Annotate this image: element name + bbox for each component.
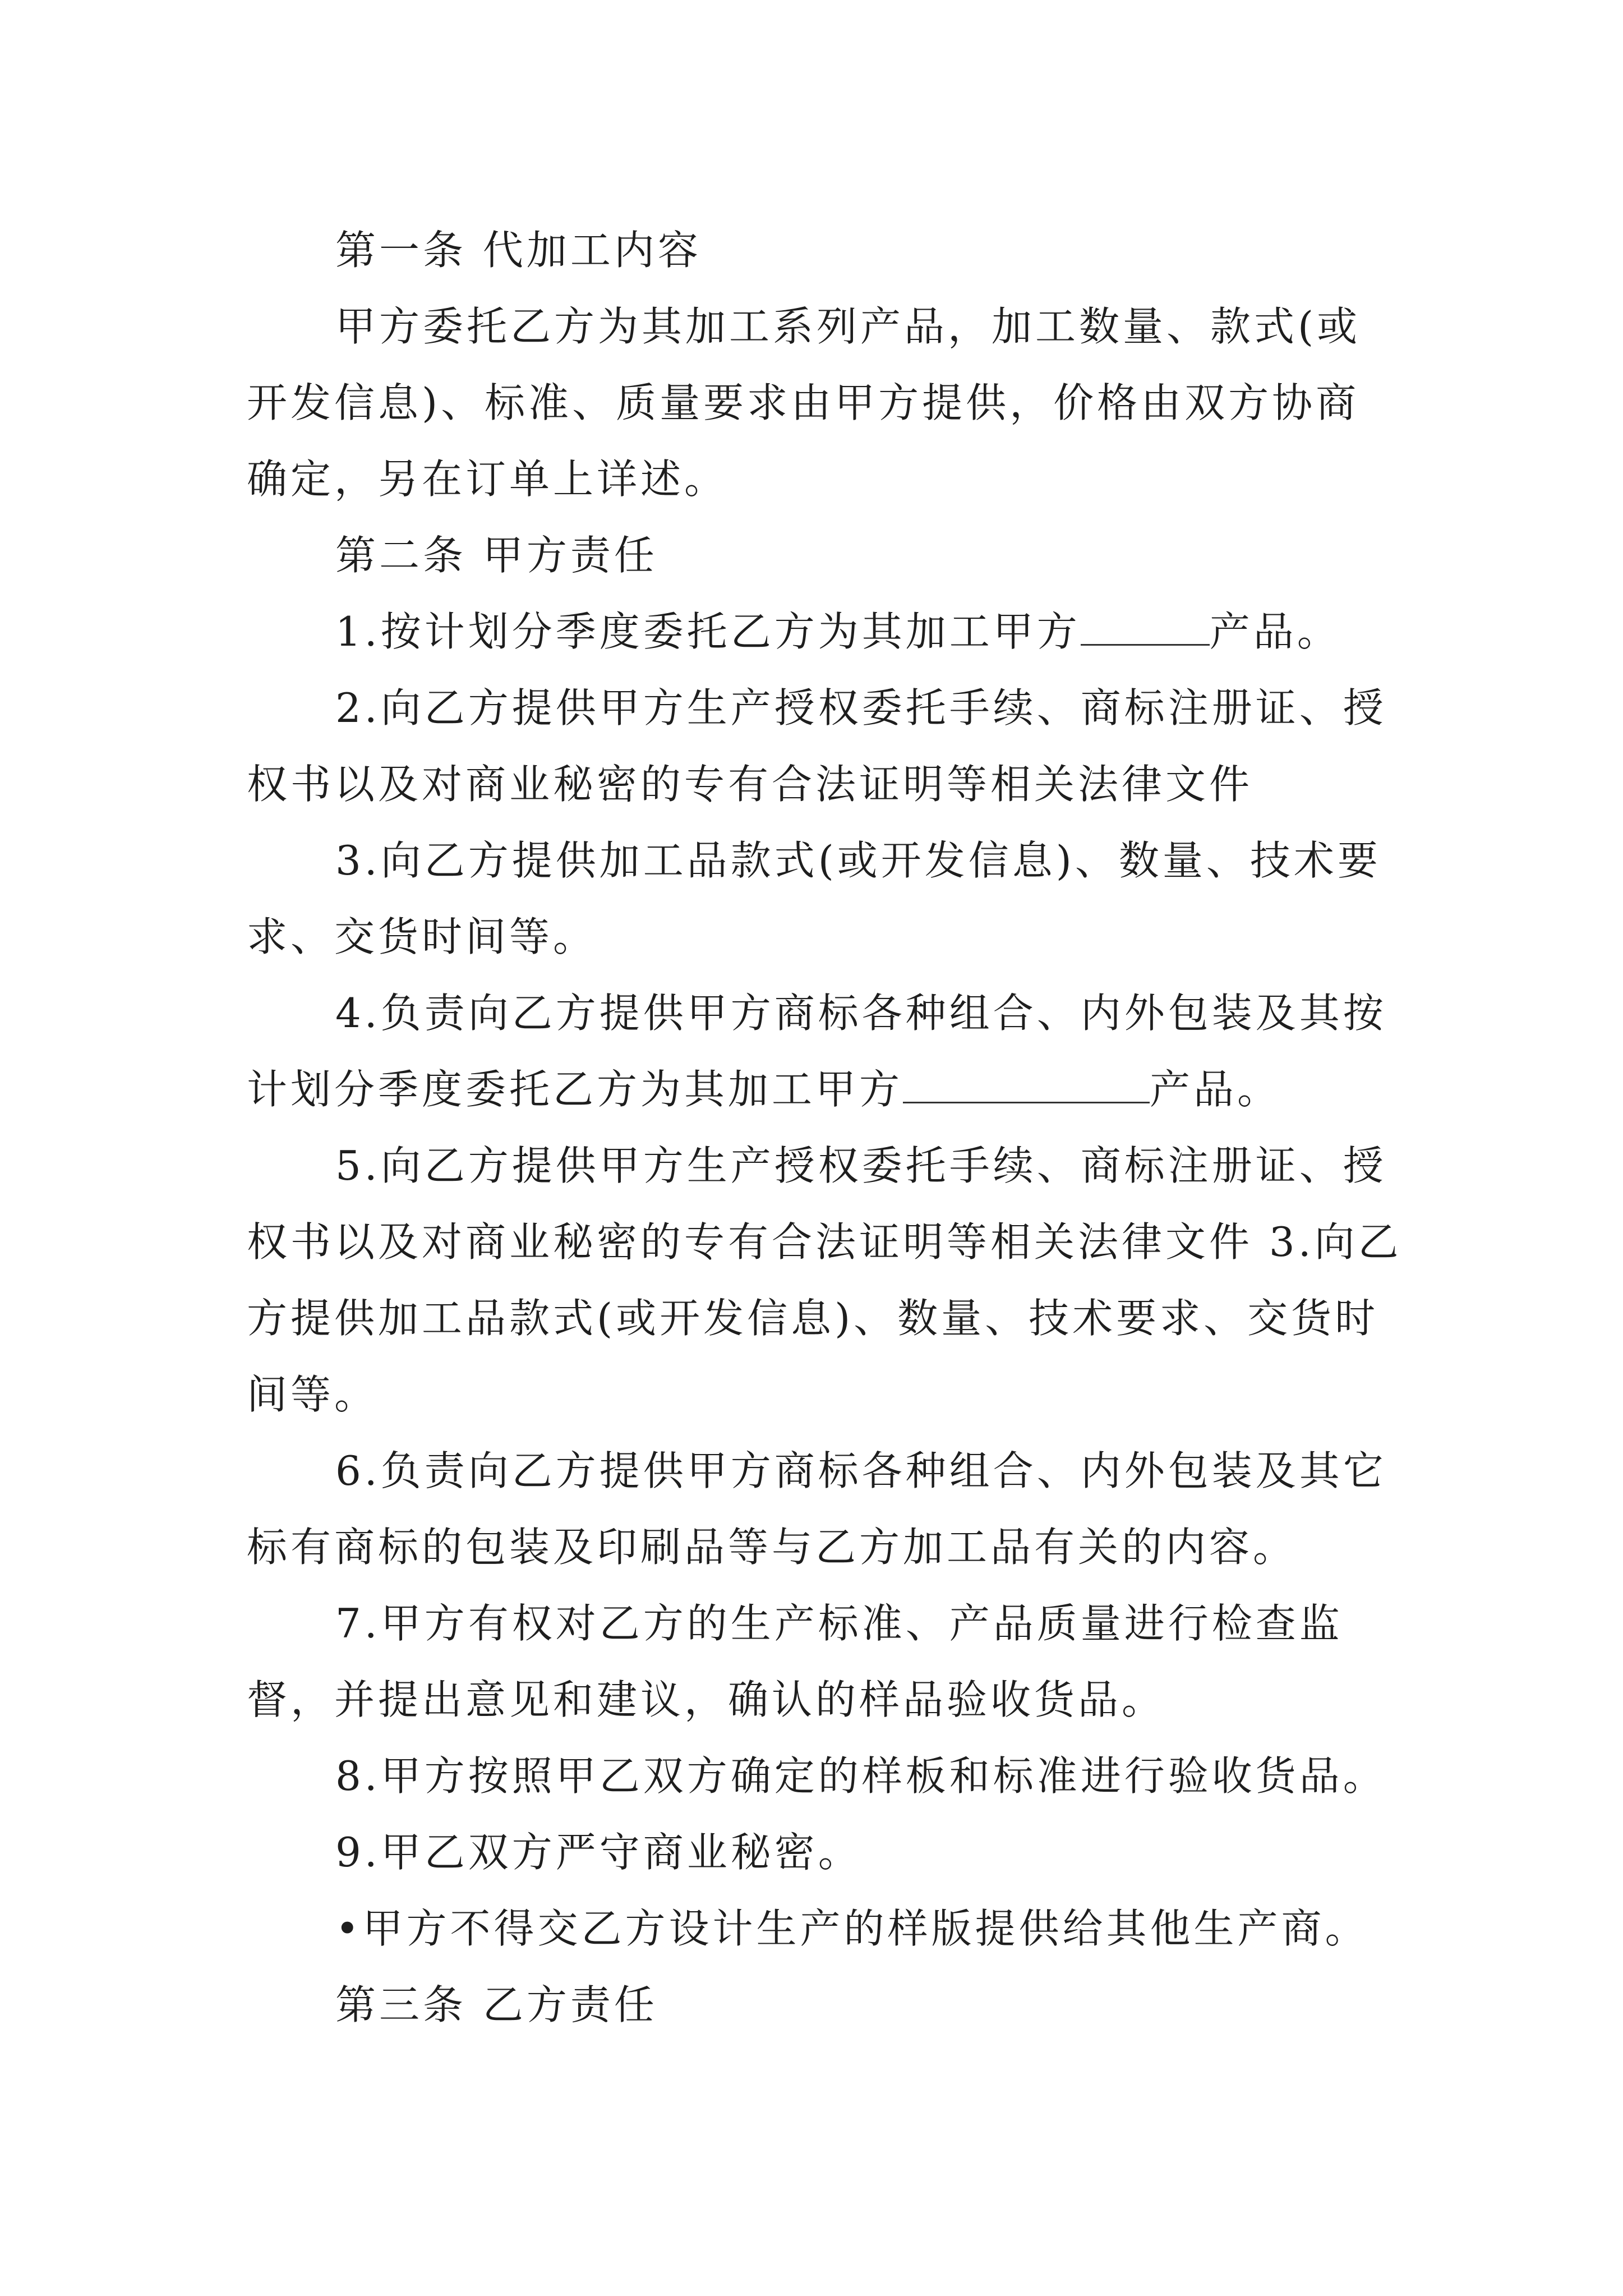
article-1-paragraph: 甲方委托乙方为其加工系列产品，加工数量、款式(或开发信息)、标准、质量要求由甲方提供，价格由双方协商确定，另在订单上详述。 <box>247 303 1361 503</box>
bullet-clause: •甲方不得交乙方设计生产的样版提供给其他生产商。 <box>335 1905 1369 1952</box>
clause-4-text-after: 产品。 <box>1150 1066 1281 1113</box>
clause-1 <box>247 593 1402 670</box>
clause-1-text-after: 产品。 <box>1209 608 1341 655</box>
clause-2: 2.向乙方提供甲方生产授权委托手续、商标注册证、授权书以及对商业秘密的专有合法证明等相关法律文件 <box>247 684 1387 808</box>
clause-9: 9.甲乙双方严守商业秘密。 <box>335 1829 862 1876</box>
document-body <box>247 212 1402 2043</box>
fill-in-blank <box>903 1067 1150 1103</box>
clause-4 <box>247 975 1402 1128</box>
clause-6: 6.负责向乙方提供甲方商标各种组合、内外包装及其它标有商标的包装及印刷品等与乙方加工品有关的内容。 <box>247 1447 1387 1571</box>
fill-in-blank <box>1081 609 1210 646</box>
article-1-heading: 第一条 代加工内容 <box>335 227 702 274</box>
clause-4-text-before: 4.负责向乙方提供甲方商标各种组合、内外包装及其按计划分季度委托乙方为其加工甲方 <box>247 990 1387 1113</box>
clause-5: 5.向乙方提供甲方生产授权委托手续、商标注册证、授权书以及对商业秘密的专有合法证明等相关法律文件 3.向乙方提供加工品款式(或开发信息)、数量、技术要求、交货时间等。 <box>247 1142 1402 1418</box>
clause-3: 3.向乙方提供加工品款式(或开发信息)、数量、技术要求、交货时间等。 <box>247 837 1381 960</box>
clause-8: 8.甲方按照甲乙双方确定的样板和标准进行验收货品。 <box>335 1752 1387 1800</box>
clause-7: 7.甲方有权对乙方的生产标准、产品质量进行检查监督，并提出意见和建议，确认的样品验收货品。 <box>247 1600 1343 1723</box>
article-2-heading: 第二条 甲方责任 <box>335 532 658 579</box>
clause-1-text-before: 1.按计划分季度委托乙方为其加工甲方 <box>335 608 1081 655</box>
article-3-heading: 第三条 乙方责任 <box>335 1981 658 2028</box>
